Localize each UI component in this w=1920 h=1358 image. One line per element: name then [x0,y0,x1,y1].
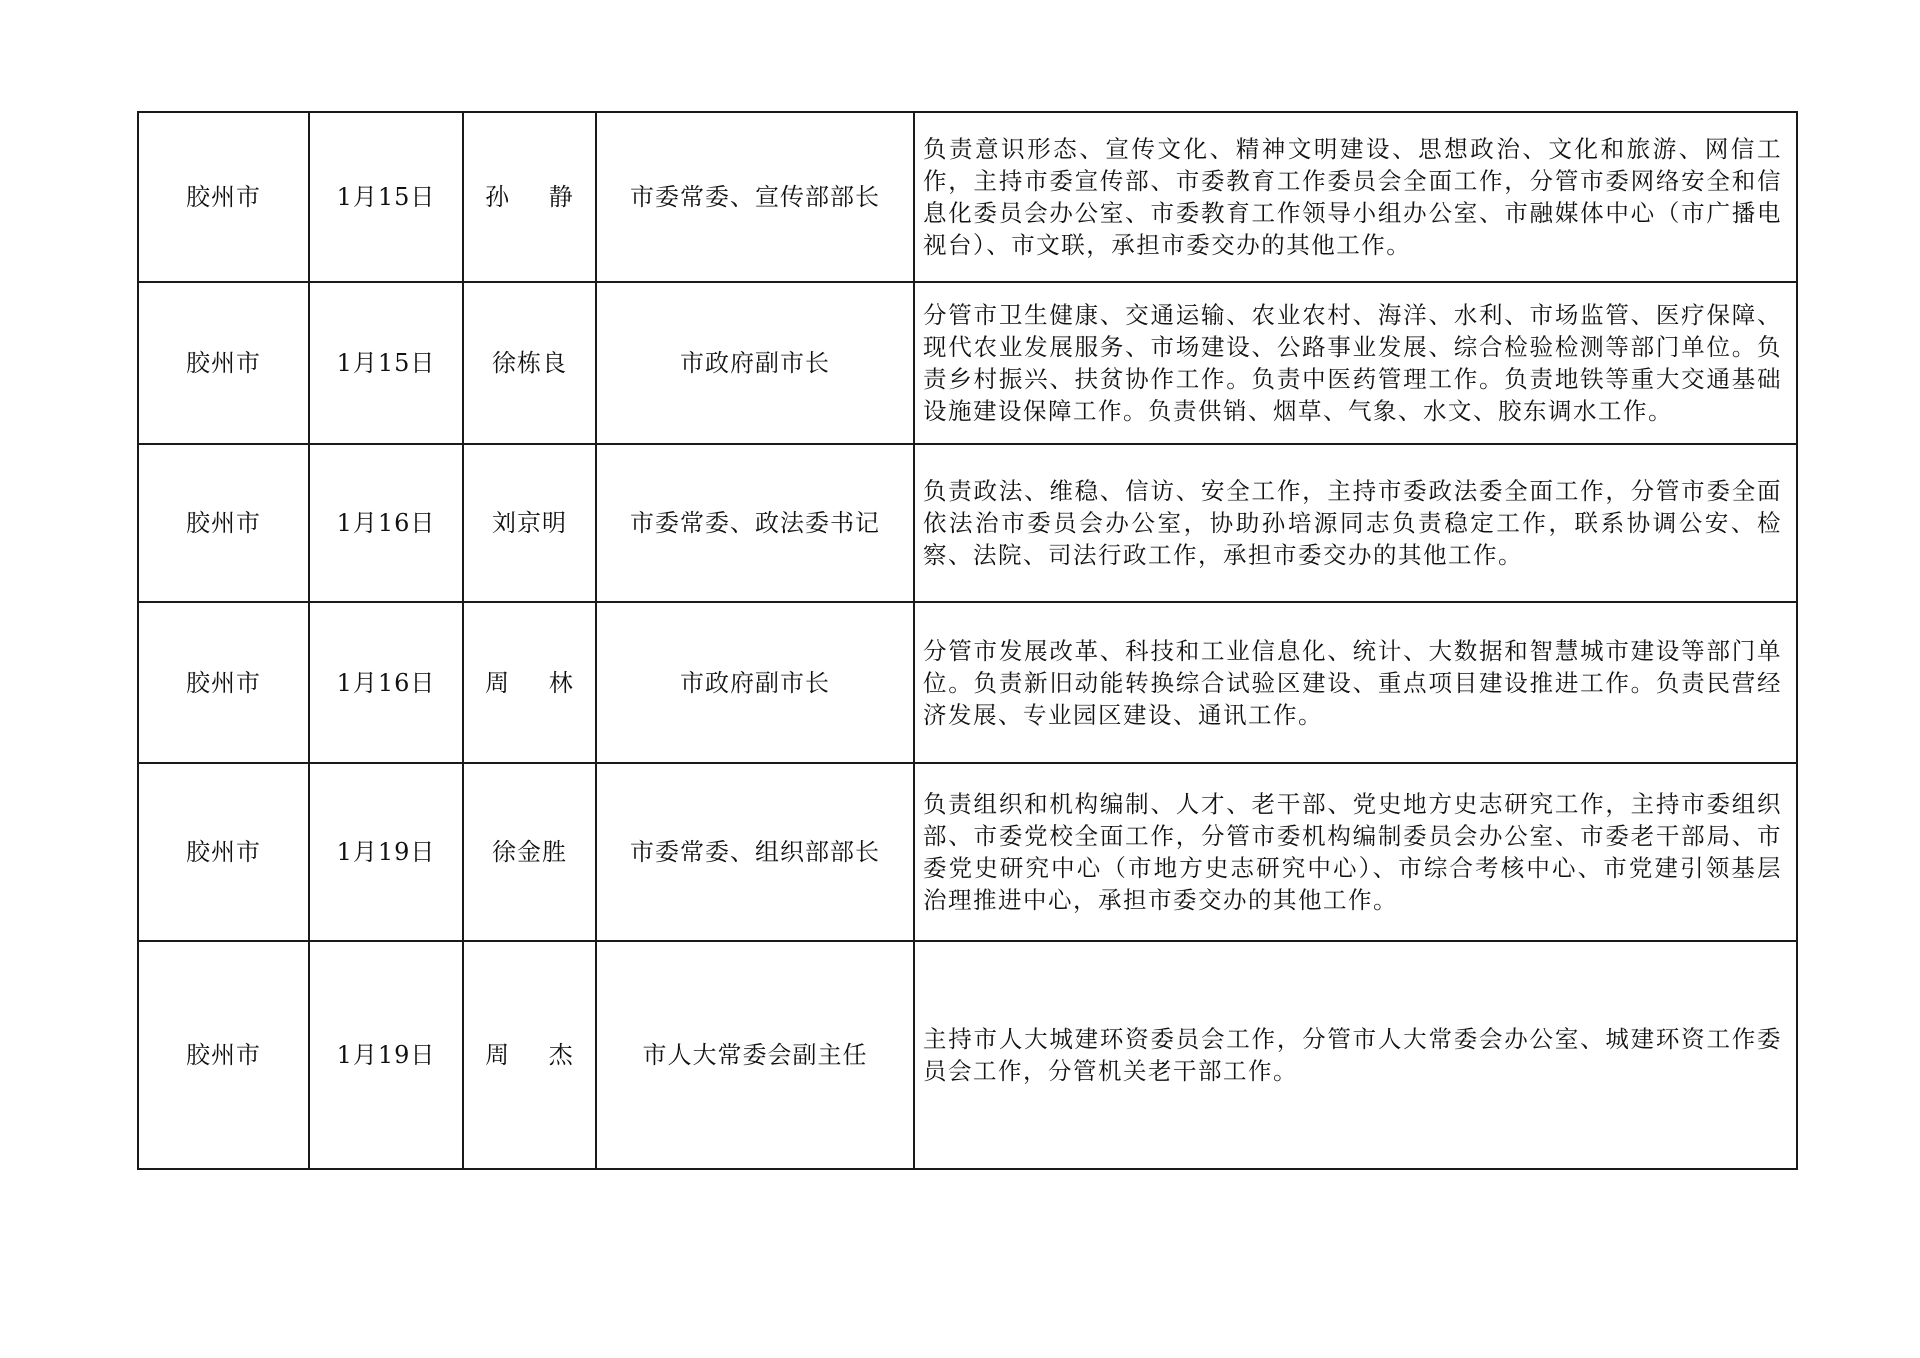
table-row [138,941,1797,1169]
date-cell: 1月19日 [309,941,463,1169]
title-cell: 市委常委、组织部部长 [596,763,914,941]
name-cell: 周 林 [463,602,596,763]
name-cell: 徐栋良 [463,282,596,444]
date-cell: 1月15日 [309,112,463,282]
city-cell: 胶州市 [138,602,309,763]
table-row [138,282,1797,444]
title-cell: 市人大常委会副主任 [596,941,914,1169]
duties-cell: 分管市发展改革、科技和工业信息化、统计、大数据和智慧城市建设等部门单位。负责新旧动能转换综合试验区建设、重点项目建设推进工作。负责民营经济发展、专业园区建设、通讯工作。 [914,602,1797,763]
duties-cell: 负责组织和机构编制、人才、老干部、党史地方史志研究工作，主持市委组织部、市委党校全面工作，分管市委机构编制委员会办公室、市委老干部局、市委党史研究中心（市地方史志研究中心）、市综合考核中心、市党建引领基层治理推进中心，承担市委交办的其他工作。 [914,763,1797,941]
table-row [138,602,1797,763]
name-cell: 刘京明 [463,444,596,602]
city-cell: 胶州市 [138,112,309,282]
city-cell: 胶州市 [138,941,309,1169]
title-cell: 市委常委、宣传部部长 [596,112,914,282]
duties-cell: 负责意识形态、宣传文化、精神文明建设、思想政治、文化和旅游、网信工作，主持市委宣传部、市委教育工作委员会全面工作，分管市委网络安全和信息化委员会办公室、市委教育工作领导小组办公室、市融媒体中心（市广播电视台）、市文联，承担市委交办的其他工作。 [914,112,1797,282]
title-cell: 市政府副市长 [596,282,914,444]
title-cell: 市委常委、政法委书记 [596,444,914,602]
name-cell: 周 杰 [463,941,596,1169]
name-cell: 徐金胜 [463,763,596,941]
table-row [138,763,1797,941]
city-cell: 胶州市 [138,763,309,941]
duties-cell: 主持市人大城建环资委员会工作，分管市人大常委会办公室、城建环资工作委员会工作，分管机关老干部工作。 [914,941,1797,1169]
date-cell: 1月15日 [309,282,463,444]
city-cell: 胶州市 [138,444,309,602]
date-cell: 1月16日 [309,444,463,602]
date-cell: 1月16日 [309,602,463,763]
duties-cell: 负责政法、维稳、信访、安全工作，主持市委政法委全面工作，分管市委全面依法治市委员会办公室，协助孙培源同志负责稳定工作，联系协调公安、检察、法院、司法行政工作，承担市委交办的其他工作。 [914,444,1797,602]
table-row [138,444,1797,602]
reception-schedule-table [137,111,1798,1170]
table-row [138,112,1797,282]
city-cell: 胶州市 [138,282,309,444]
duties-cell: 分管市卫生健康、交通运输、农业农村、海洋、水利、市场监管、医疗保障、现代农业发展服务、市场建设、公路事业发展、综合检验检测等部门单位。负责乡村振兴、扶贫协作工作。负责中医药管理工作。负责地铁等重大交通基础设施建设保障工作。负责供销、烟草、气象、水文、胶东调水工作。 [914,282,1797,444]
name-cell: 孙 静 [463,112,596,282]
date-cell: 1月19日 [309,763,463,941]
title-cell: 市政府副市长 [596,602,914,763]
